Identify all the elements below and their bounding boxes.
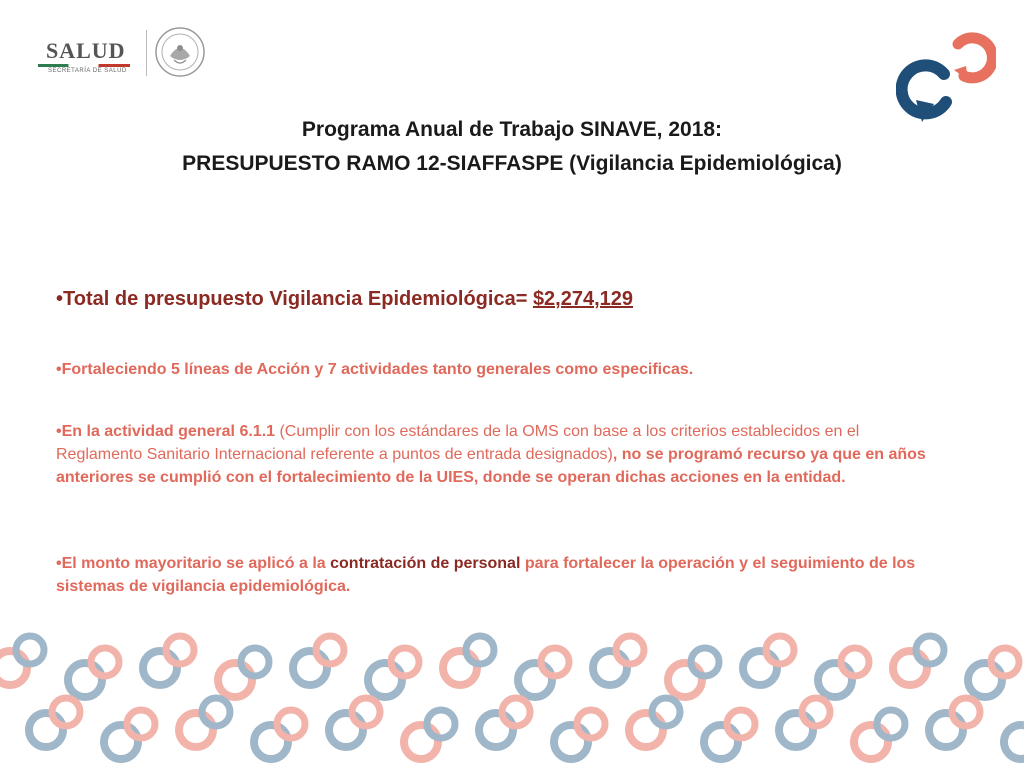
pattern-ring-pair — [293, 636, 344, 685]
pattern-ring-pair — [704, 710, 755, 759]
pattern-ring-pair — [443, 636, 494, 685]
pattern-ring-pair — [29, 698, 80, 747]
pattern-ring-pair — [404, 710, 455, 759]
pattern-ring-pair — [818, 648, 869, 697]
pattern-ring-pair — [68, 648, 119, 697]
pattern-ring-pair — [779, 698, 830, 747]
pattern-ring-pair — [218, 648, 269, 697]
pattern-ring-pair — [0, 636, 44, 685]
activity-description: (Cumplir con los estándares de la OMS con base a los criterios establecidos en el Reglamento Sanitario Internacional referente a puntos de entrada designados) — [56, 423, 860, 463]
page-subtitle: PRESUPUESTO RAMO 12-SIAFFASPE (Vigilancia Epidemiológica) — [182, 152, 842, 175]
bullet-main-amount — [56, 552, 936, 598]
salud-logo — [38, 36, 138, 76]
pattern-ring-pair — [179, 698, 230, 747]
activity-intro: •En la actividad general 6.1.1 — [56, 423, 276, 440]
salud-logo-subtext: SECRETARÍA DE SALUD — [48, 68, 127, 74]
pattern-ring-pair — [1004, 710, 1024, 759]
bullet-general-activity — [56, 420, 936, 489]
pattern-ring-pair — [854, 710, 905, 759]
pattern-ring-pair — [329, 698, 380, 747]
pattern-ring-pair — [479, 698, 530, 747]
pattern-ring-pair — [254, 710, 305, 759]
pattern-ring-pair — [893, 636, 944, 685]
pattern-ring-pair — [929, 698, 980, 747]
total-budget-label: •Total de presupuesto Vigilancia Epidemiológica= — [56, 288, 533, 310]
pattern-ring-pair — [668, 648, 719, 697]
page-title: Programa Anual de Trabajo SINAVE, 2018: — [301, 118, 723, 141]
total-budget-amount: $2,274,129 — [532, 288, 634, 310]
pattern-ring-pair — [518, 648, 569, 697]
pattern-ring-pair — [104, 710, 155, 759]
bullet-action-lines: •Fortaleciendo 5 líneas de Acción y 7 actividades tanto generales como especificas. — [56, 361, 694, 378]
monto-part2: para fortalecer la operación y el seguimiento de los sistemas de vigilancia epidemiológica. — [56, 555, 916, 595]
coat-of-arms-seal-icon — [154, 26, 206, 78]
pattern-ring-pair — [968, 648, 1019, 697]
salud-logo-stripe — [38, 64, 130, 67]
activity-conclusion: , no se programó recurso ya que en años anteriores se cumplió con el fortalecimiento de la UIES, donde se operan dichas acciones en la entidad. — [56, 446, 926, 486]
monto-part1: •El monto mayoritario se aplicó a la — [56, 555, 331, 572]
monto-highlight: contratación de personal — [330, 555, 521, 572]
pattern-ring-pair — [593, 636, 644, 685]
brand-rings-icon — [896, 30, 996, 125]
salud-logo-text: SALUD — [46, 38, 126, 63]
pattern-ring-pair — [143, 636, 194, 685]
pattern-ring-pair — [554, 710, 605, 759]
pattern-ring-pair — [368, 648, 419, 697]
footer-rings-pattern — [0, 630, 1024, 768]
pattern-ring-pair — [629, 698, 680, 747]
pattern-ring-pair — [743, 636, 794, 685]
content-bullets — [56, 288, 936, 595]
bullet-total-budget — [56, 288, 936, 311]
logo-divider — [146, 30, 147, 76]
